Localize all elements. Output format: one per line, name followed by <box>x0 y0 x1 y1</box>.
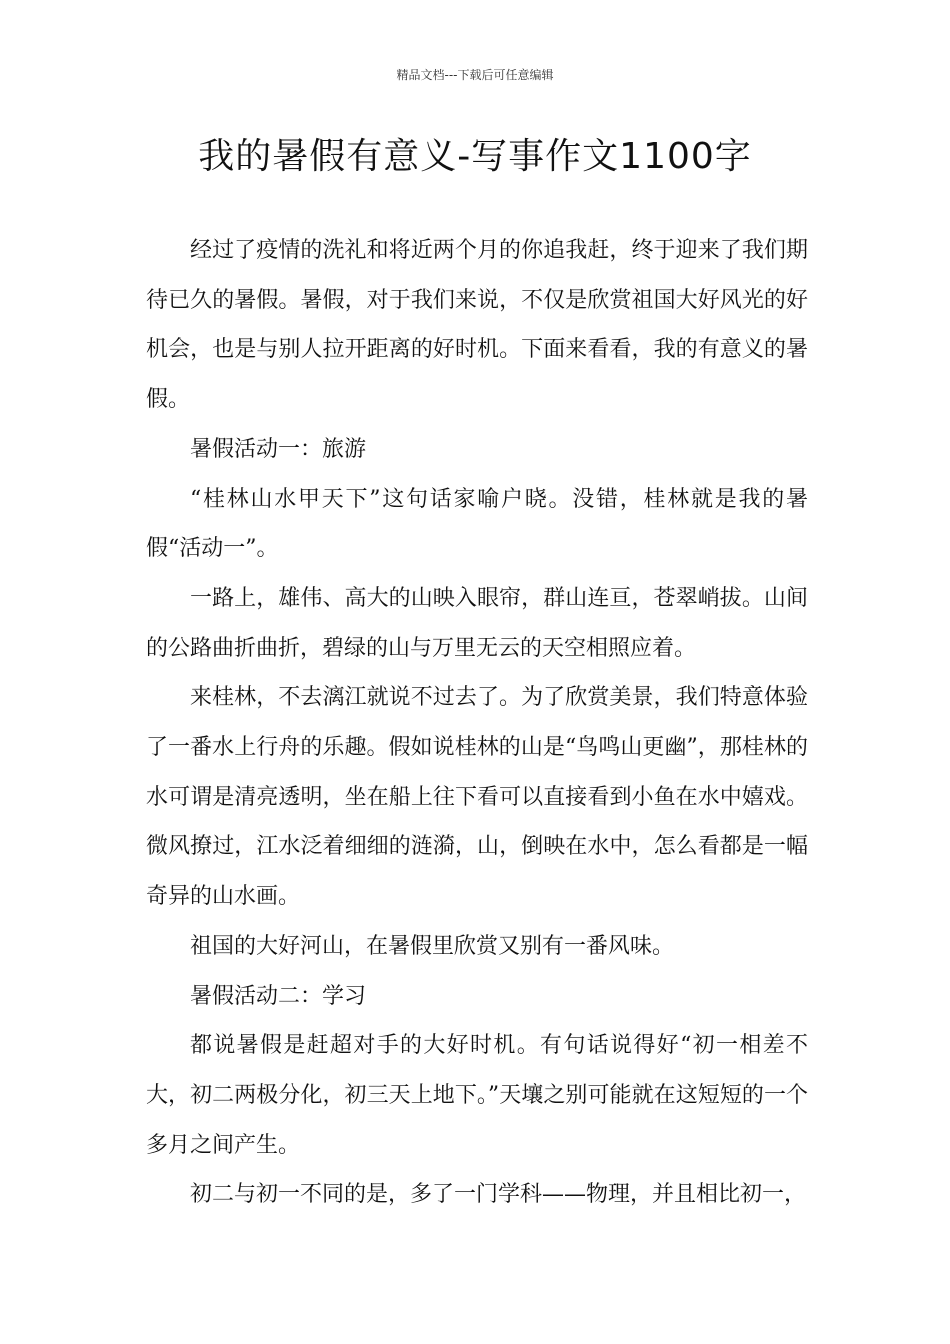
paragraph: 来桂林，不去漓江就说不过去了。为了欣赏美景，我们特意体验了一番水上行舟的乐趣。假如说桂林的山是“鸟鸣山更幽”，那桂林的水可谓是清亮透明，坐在船上往下看可以直接看到小鱼在水中嬉戏。微风撩过，江水泛着细细的涟漪，山，倒映在水中，怎么看都是一幅奇异的山水画。 <box>146 685 808 910</box>
paragraph: 一路上，雄伟、高大的山映入眼帘，群山连亘，苍翠峭拔。山间的公路曲折曲折，碧绿的山与万里无云的天空相照应着。 <box>146 585 808 661</box>
paragraph: 初二与初一不同的是，多了一门学科——物理，并且相比初一， <box>190 1182 807 1208</box>
section-heading: 暑假活动二：学习 <box>190 983 367 1009</box>
paragraph: “桂林山水甲天下”这句话家喻户晓。没错，桂林就是我的暑假“活动一”。 <box>146 486 808 562</box>
section-heading: 暑假活动一：旅游 <box>190 436 367 462</box>
paragraph: 经过了疫情的洗礼和将近两个月的你追我赶，终于迎来了我们期待已久的暑假。暑假，对于我们来说，不仅是欣赏祖国大好风光的好机会，也是与别人拉开距离的好时机。下面来看看，我的有意义的暑假。 <box>146 238 808 413</box>
header-note: 精品文档---下载后可任意编辑 <box>396 68 554 82</box>
paragraph: 都说暑假是赶超对手的大好时机。有句话说得好“初一相差不大，初二两极分化，初三天上地下。”天壤之别可能就在这短短的一个多月之间产生。 <box>146 1033 808 1158</box>
document-title: 我的暑假有意义-写事作文1100字 <box>198 136 752 177</box>
article-body <box>146 226 808 1220</box>
paragraph: 祖国的大好河山，在暑假里欣赏又别有一番风味。 <box>190 933 675 959</box>
